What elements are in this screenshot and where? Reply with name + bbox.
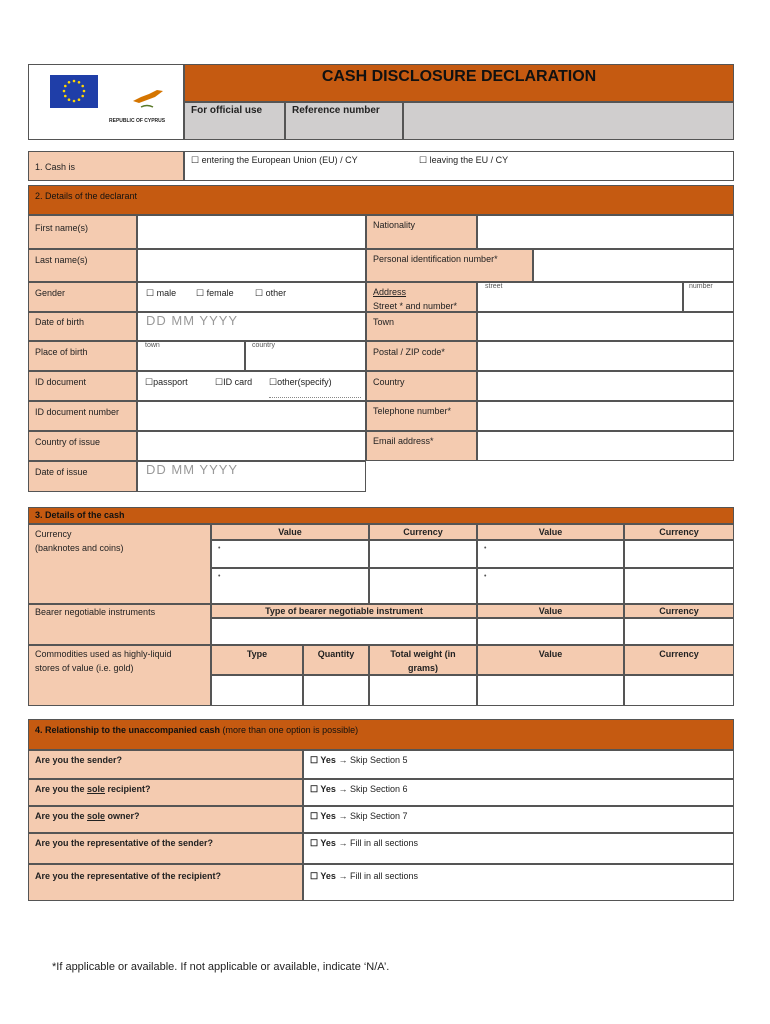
recipient-yes-checkbox[interactable]: ☐ Yes	[310, 784, 336, 794]
telephone-field[interactable]	[477, 401, 734, 431]
country-field[interactable]	[477, 371, 734, 401]
sole-recipient-question: Are you the sole recipient?	[28, 779, 303, 806]
bni-type-field[interactable]	[211, 618, 477, 645]
eu-flag-icon	[50, 75, 98, 108]
arrow-icon: →	[338, 784, 348, 794]
section3-header: 3. Details of the cash	[28, 507, 734, 524]
logo-panel	[28, 64, 184, 140]
rep-sender-answer: ☐ Yes → Fill in all sections	[303, 833, 734, 864]
commodity-currency-header: Currency	[624, 645, 734, 675]
nationality-label: Nationality	[366, 215, 477, 249]
postal-code-label: Postal / ZIP code*	[366, 341, 477, 371]
bni-currency-header: Currency	[624, 604, 734, 618]
last-name-field[interactable]	[137, 249, 366, 282]
country-of-issue-label: Country of issue	[28, 431, 137, 461]
sender-answer: ☐ Yes → Skip Section 5	[303, 750, 734, 779]
personal-id-field[interactable]	[533, 249, 734, 282]
rep-sender-question: Are you the representative of the sender?	[28, 833, 303, 864]
bni-label-cell: Bearer negotiable instruments	[28, 604, 211, 645]
footnote: *If applicable or available. If not applicable or available, indicate ‘N/A’.	[52, 961, 390, 973]
bni-value-field[interactable]	[477, 618, 624, 645]
page-title: CASH DISCLOSURE DECLARATION	[321, 68, 597, 85]
gender-label: Gender	[28, 282, 137, 312]
currency-header-2: Currency	[624, 524, 734, 540]
first-name-field[interactable]	[137, 215, 366, 249]
cash-currency-2[interactable]	[624, 540, 734, 568]
postal-code-field[interactable]	[477, 341, 734, 371]
rep-recipient-question: Are you the representative of the recipient?	[28, 864, 303, 901]
official-use-cell: For official use	[184, 102, 285, 140]
id-document-label: ID document	[28, 371, 137, 401]
bni-type-header: Type of bearer negotiable instrument	[211, 604, 477, 618]
leaving-eu-checkbox[interactable]: ☐ leaving the EU / CY	[419, 155, 509, 165]
cash-currency-4[interactable]	[624, 568, 734, 604]
cash-value-4[interactable]: •	[477, 568, 624, 604]
sole-recipient-answer: ☐ Yes → Skip Section 6	[303, 779, 734, 806]
rep-recipient-yes-checkbox[interactable]: ☐ Yes	[310, 871, 336, 881]
rep-recipient-answer: ☐ Yes → Fill in all sections	[303, 864, 734, 901]
id-document-options	[137, 371, 366, 401]
personal-id-label: Personal identification number*	[366, 249, 533, 282]
gender-other-checkbox[interactable]: ☐ other	[255, 288, 287, 298]
country-of-issue-field[interactable]	[137, 431, 366, 461]
currency-header-1: Currency	[369, 524, 477, 540]
telephone-label: Telephone number*	[366, 401, 477, 431]
birth-town-field[interactable]: town	[137, 341, 245, 371]
cyprus-emblem-icon	[127, 85, 167, 111]
gender-options	[137, 282, 366, 312]
commodity-type-header: Type	[211, 645, 303, 675]
dob-label: Date of birth	[28, 312, 137, 341]
section2-header: 2. Details of the declarant	[28, 185, 734, 215]
date-of-issue-field[interactable]: DD MM YYYY	[137, 461, 366, 492]
cash-currency-1[interactable]	[369, 540, 477, 568]
id-card-checkbox[interactable]: ☐ID card	[215, 377, 253, 387]
reference-number-label-cell: Reference number	[285, 102, 403, 140]
value-header-2: Value	[477, 524, 624, 540]
arrow-icon: →	[338, 811, 348, 821]
commodities-label-cell: Commodities used as highly-liquid stores of value (i.e. gold)	[28, 645, 211, 706]
reference-number-field[interactable]	[403, 102, 734, 140]
section4-title: 4. Relationship to the unaccompanied cash	[35, 725, 221, 735]
dob-field[interactable]: DD MM YYYY	[137, 312, 366, 341]
cash-value-2[interactable]: •	[477, 540, 624, 568]
section4-header	[28, 719, 734, 750]
bni-value-header: Value	[477, 604, 624, 618]
nationality-field[interactable]	[477, 215, 734, 249]
commodity-type-field[interactable]	[211, 675, 303, 706]
arrow-icon: →	[338, 871, 348, 881]
sender-yes-checkbox[interactable]: ☐ Yes	[310, 755, 336, 765]
commodity-quantity-header: Quantity	[303, 645, 369, 675]
owner-yes-checkbox[interactable]: ☐ Yes	[310, 811, 336, 821]
email-label: Email address*	[366, 431, 477, 461]
commodity-currency-field[interactable]	[624, 675, 734, 706]
gender-male-checkbox[interactable]: ☐ male	[146, 288, 177, 298]
id-number-field[interactable]	[137, 401, 366, 431]
title-bar	[184, 64, 734, 102]
town-label: Town	[366, 312, 477, 341]
commodity-value-field[interactable]	[477, 675, 624, 706]
town-field[interactable]	[477, 312, 734, 341]
commodity-value-header: Value	[477, 645, 624, 675]
bni-currency-field[interactable]	[624, 618, 734, 645]
last-name-label: Last name(s)	[28, 249, 137, 282]
first-name-label: First name(s)	[28, 215, 137, 249]
id-passport-checkbox[interactable]: ☐passport	[145, 377, 188, 387]
section1-label-cell: 1. Cash is	[28, 151, 184, 181]
birth-country-field[interactable]: country	[245, 341, 366, 371]
commodity-weight-header: Total weight (in grams)	[369, 645, 477, 675]
value-header-1: Value	[211, 524, 369, 540]
country-label: Country	[366, 371, 477, 401]
entering-eu-checkbox[interactable]: ☐ entering the European Union (EU) / CY	[191, 155, 358, 165]
sole-owner-answer: ☐ Yes → Skip Section 7	[303, 806, 734, 833]
arrow-icon: →	[338, 838, 348, 848]
sole-owner-question: Are you the sole owner?	[28, 806, 303, 833]
id-other-checkbox[interactable]: ☐other(specify)	[269, 377, 332, 387]
commodity-quantity-field[interactable]	[303, 675, 369, 706]
rep-sender-yes-checkbox[interactable]: ☐ Yes	[310, 838, 336, 848]
date-of-issue-label: Date of issue	[28, 461, 137, 492]
cash-value-3[interactable]: •	[211, 568, 369, 604]
cash-currency-3[interactable]	[369, 568, 477, 604]
id-number-label: ID document number	[28, 401, 137, 431]
street-field[interactable]: street	[477, 282, 683, 312]
commodity-weight-field[interactable]	[369, 675, 477, 706]
section1-options	[184, 151, 734, 181]
sender-question: Are you the sender?	[28, 750, 303, 779]
email-field[interactable]	[477, 431, 734, 461]
place-of-birth-label: Place of birth	[28, 341, 137, 371]
republic-label: REPUBLIC OF CYPRUS	[109, 118, 166, 124]
arrow-icon: →	[338, 755, 348, 765]
currency-label-cell: Currency (banknotes and coins)	[28, 524, 211, 604]
cash-value-1[interactable]: •	[211, 540, 369, 568]
id-other-specify-line[interactable]	[269, 397, 361, 398]
address-label: Address Street * and number*	[366, 282, 477, 312]
street-number-field[interactable]: number	[683, 282, 734, 312]
gender-female-checkbox[interactable]: ☐ female	[196, 288, 234, 298]
section4-subtitle: (more than one option is possible)	[220, 725, 359, 735]
